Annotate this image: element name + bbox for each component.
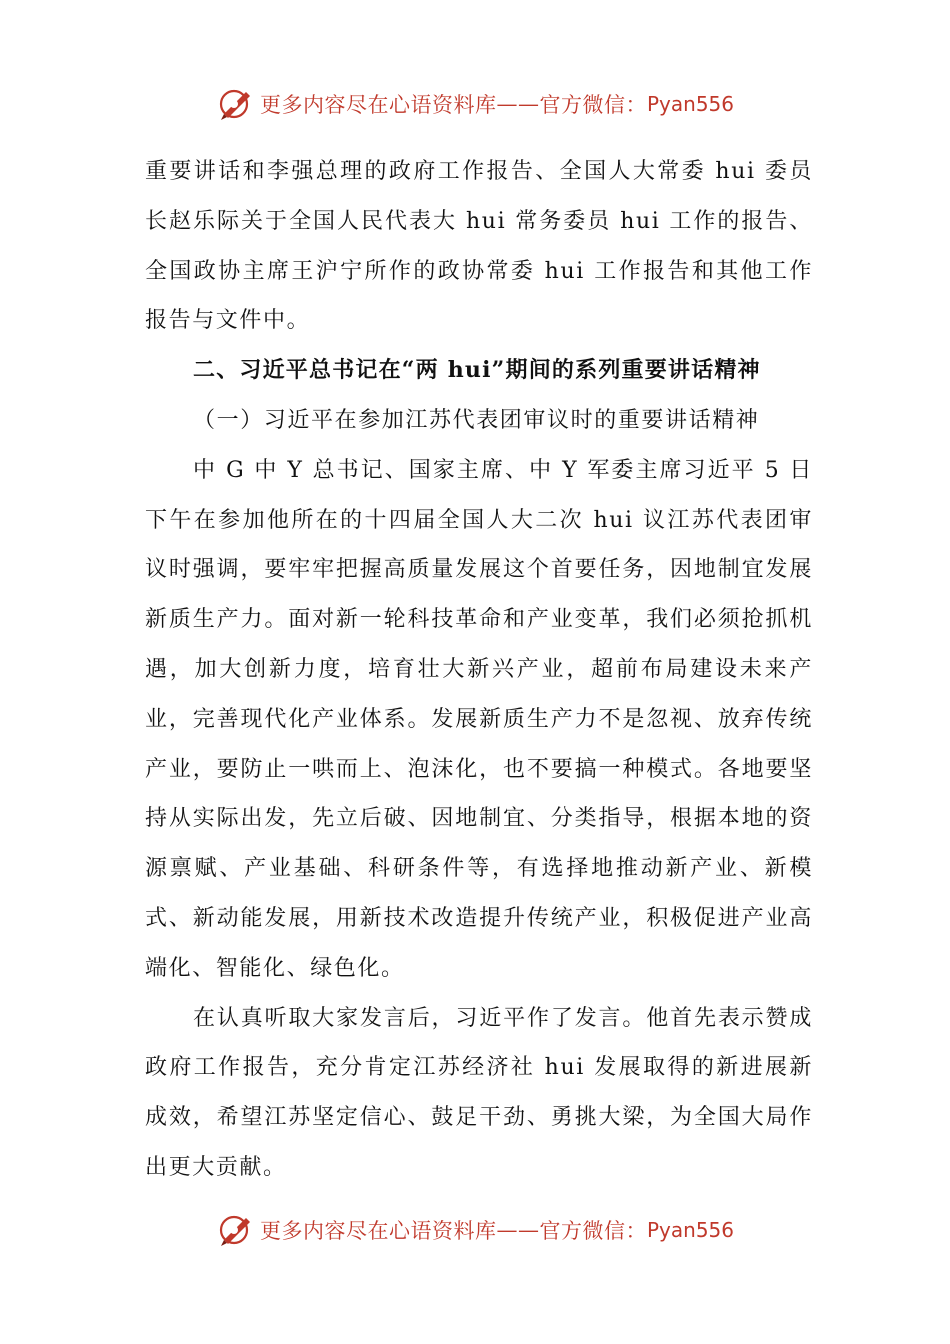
banner-text: 更多内容尽在心语资料库: [259, 93, 497, 117]
pen-logo-icon: [216, 84, 256, 124]
subsection-heading: （一）习近平在参加江苏代表团审议时的重要讲话精神: [193, 407, 760, 433]
banner-text: 更多内容尽在心语资料库: [259, 1219, 497, 1243]
paragraph-continued: 重要讲话和李强总理的政府工作报告、全国人大常委 hui 委员长赵乐际关于全国人民代表大 hui 常务委员 hui 工作的报告、全国政协主席王沪宁所作的政协常委 hui 工作报告和其他工作报告与文件中。: [145, 159, 813, 334]
section-heading: 二、习近平总书记在“两 hui”期间的系列重要讲话精神: [193, 357, 761, 384]
banner-wechat-label: 官方微信：: [539, 93, 647, 117]
header-watermark-banner: [0, 82, 950, 126]
document-body: [145, 147, 813, 1193]
banner-wechat-label: 官方微信：: [539, 1219, 647, 1243]
pen-logo-icon: [216, 1210, 256, 1250]
paragraph: 中 G 中 Y 总书记、国家主席、中 Y 军委主席习近平 5 日下午在参加他所在的十四届全国人大二次 hui 议江苏代表团审议时强调，要牢牢把握高质量发展这个首要任务，因地制宜发展新质生产力。面对新一轮科技革命和产业变革，我们必须抢抓机遇，加大创新力度，培育壮大新兴产业，超前布局建设未来产业，完善现代化产业体系。发展新质生产力不是忽视、放弃传统产业，要防止一哄而上、泡沫化，也不要搞一种模式。各地要坚持从实际出发，先立后破、因地制宜、分类指导，根据本地的资源禀赋、产业基础、科研条件等，有选择地推动新产业、新模式、新动能发展，用新技术改造提升传统产业，积极促进产业高端化、智能化、绿色化。: [145, 457, 813, 981]
banner-dash: ——: [496, 92, 540, 116]
banner-wechat-id: Pyan556: [646, 92, 734, 116]
banner-dash: ——: [496, 1218, 540, 1242]
footer-watermark-banner: [0, 1208, 950, 1252]
paragraph: 在认真听取大家发言后，习近平作了发言。他首先表示赞成政府工作报告，充分肯定江苏经济社 hui 发展取得的新进展新成效，希望江苏坚定信心、鼓足干劲、勇挑大梁，为全国大局作出更大贡献。: [145, 1005, 813, 1180]
banner-wechat-id: Pyan556: [646, 1218, 734, 1242]
